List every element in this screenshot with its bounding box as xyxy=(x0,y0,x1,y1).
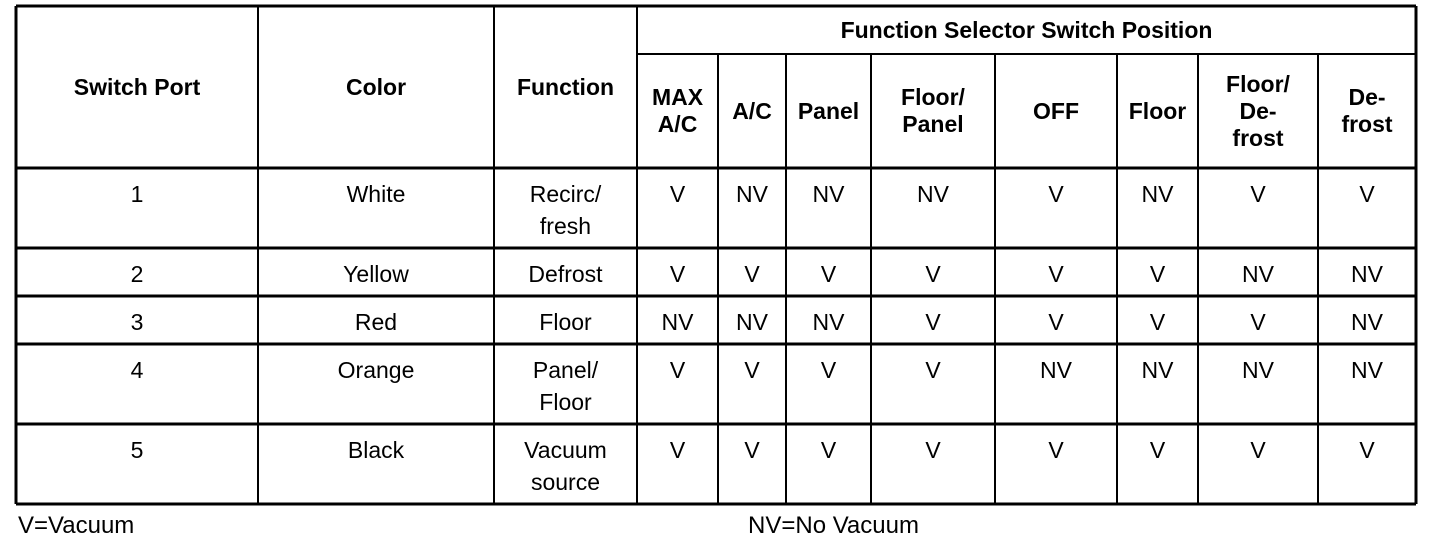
cell-vacuum-value: V xyxy=(1250,181,1266,207)
cell-vacuum-value: V xyxy=(925,437,941,463)
cell-function: Defrost xyxy=(528,261,603,287)
cell-vacuum-value: V xyxy=(1048,261,1064,287)
cell-switch-port: 3 xyxy=(130,309,144,335)
cell-vacuum-value: V xyxy=(744,261,760,287)
cell-vacuum-value: NV xyxy=(1141,357,1174,383)
cell-vacuum-value: NV xyxy=(736,309,768,335)
cell-vacuum-value: V xyxy=(925,309,941,335)
cell-switch-port: 5 xyxy=(130,437,144,463)
legend-vacuum: V=Vacuum xyxy=(18,512,135,539)
cell-color: Orange xyxy=(337,357,415,383)
cell-function: Vacuum source xyxy=(524,437,607,495)
header-function: Function xyxy=(516,73,615,100)
cell-vacuum-value: NV xyxy=(1040,357,1072,383)
cell-vacuum-value: NV xyxy=(812,309,845,335)
cell-vacuum-value: V xyxy=(1359,437,1375,463)
header-position: Floor/ Panel xyxy=(901,84,965,137)
cell-vacuum-value: V xyxy=(1149,261,1166,287)
header-position: MAX A/C xyxy=(651,84,704,137)
cell-vacuum-value: V xyxy=(925,357,941,383)
header-switch-port: Switch Port xyxy=(73,73,201,100)
cell-vacuum-value: V xyxy=(1359,181,1375,207)
legend-no-vacuum: NV=No Vacuum xyxy=(748,512,919,539)
header-color: Color xyxy=(345,73,407,100)
cell-vacuum-value: NV xyxy=(1242,357,1274,383)
cell-color: Black xyxy=(347,437,405,463)
header-function-selector-position: Function Selector Switch Position xyxy=(840,16,1213,43)
cell-vacuum-value: NV xyxy=(917,181,949,207)
cell-color: Red xyxy=(354,309,398,335)
header-position: Floor xyxy=(1128,97,1187,124)
header-position: Floor/ De- frost xyxy=(1226,70,1290,151)
cell-vacuum-value: V xyxy=(820,261,837,287)
cell-vacuum-value: V xyxy=(669,437,686,463)
cell-vacuum-value: V xyxy=(1250,309,1266,335)
cell-function: Panel/ Floor xyxy=(532,357,599,415)
cell-vacuum-value: V xyxy=(820,437,837,463)
header-position: OFF xyxy=(1033,97,1079,124)
cell-vacuum-value: V xyxy=(1048,437,1064,463)
header-position: Panel xyxy=(797,97,860,124)
cell-switch-port: 2 xyxy=(130,261,144,287)
cell-switch-port: 1 xyxy=(130,181,144,207)
cell-switch-port: 4 xyxy=(130,357,144,383)
cell-vacuum-value: V xyxy=(925,261,941,287)
cell-vacuum-value: V xyxy=(669,261,686,287)
cell-vacuum-value: V xyxy=(1250,437,1266,463)
cell-vacuum-value: V xyxy=(1048,181,1064,207)
cell-vacuum-value: NV xyxy=(1351,261,1383,287)
cell-vacuum-value: V xyxy=(669,181,686,207)
cell-vacuum-value: V xyxy=(1048,309,1064,335)
cell-vacuum-value: NV xyxy=(1141,181,1174,207)
cell-vacuum-value: V xyxy=(1149,437,1166,463)
cell-vacuum-value: NV xyxy=(1351,357,1383,383)
cell-vacuum-value: V xyxy=(744,357,760,383)
cell-vacuum-value: NV xyxy=(661,309,694,335)
cell-vacuum-value: NV xyxy=(1242,261,1274,287)
cell-vacuum-value: NV xyxy=(736,181,768,207)
cell-function: Recirc/ fresh xyxy=(529,181,602,239)
cell-color: White xyxy=(346,181,406,207)
cell-vacuum-value: NV xyxy=(1351,309,1383,335)
cell-color: Yellow xyxy=(343,261,409,287)
cell-vacuum-value: V xyxy=(1149,309,1166,335)
header-position: De- frost xyxy=(1341,84,1393,137)
cell-vacuum-value: V xyxy=(820,357,837,383)
cell-vacuum-value: V xyxy=(669,357,686,383)
header-position: A/C xyxy=(732,97,772,124)
cell-vacuum-value: NV xyxy=(812,181,845,207)
cell-vacuum-value: V xyxy=(744,437,760,463)
cell-function: Floor xyxy=(539,309,592,335)
